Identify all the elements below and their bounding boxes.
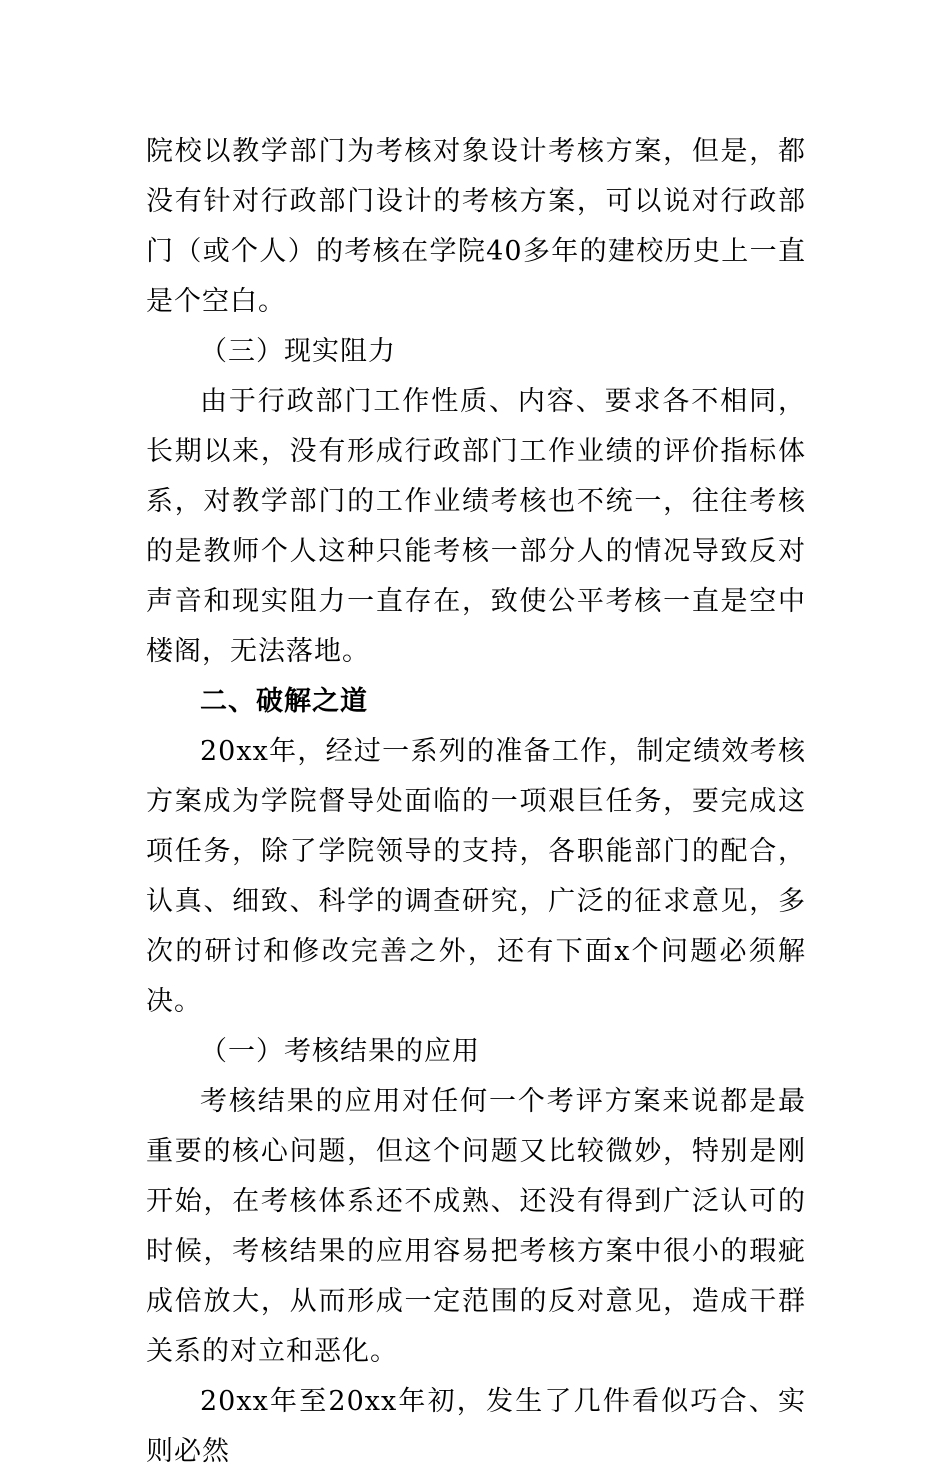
section-subheading-results-application: （一）考核结果的应用 [200, 1036, 480, 1067]
paragraph-solution-intro: 20xx年，经过一系列的准备工作，制定绩效考核方案成为学院督导处面临的一项艰巨任务，要完成这项任务，除了学院领导的支持，各职能部门的配合，认真、细致、科学的调查研究，广泛的征求意见，多次的研讨和修改完善之外，还有下面x个问题必须解决。 [146, 736, 806, 1017]
paragraph-continued: 院校以教学部门为考核对象设计考核方案，但是，都没有针对行政部门设计的考核方案，可以说对行政部门（或个人）的考核在学院40多年的建校历史上一直是个空白。 [146, 136, 806, 317]
paragraph-results-application: 考核结果的应用对任何一个考评方案来说都是最重要的核心问题，但这个问题又比较微妙，特别是刚开始，在考核体系还不成熟、还没有得到广泛认可的时候，考核结果的应用容易把考核方案中很小的瑕疵成倍放大，从而形成一定范围的反对意见，造成干群关系的对立和恶化。 [146, 1086, 806, 1367]
section-subheading-obstacles: （三）现实阻力 [200, 336, 396, 367]
paragraph-events: 20xx年至20xx年初，发生了几件看似巧合、实则必然 [146, 1386, 806, 1467]
section-heading-solution: 二、破解之道 [200, 686, 368, 717]
document-body [146, 127, 806, 1477]
paragraph-obstacles: 由于行政部门工作性质、内容、要求各不相同，长期以来，没有形成行政部门工作业绩的评价指标体系，对教学部门的工作业绩考核也不统一，往往考核的是教师个人这种只能考核一部分人的情况导致反对声音和现实阻力一直存在，致使公平考核一直是空中楼阁，无法落地。 [146, 386, 806, 667]
